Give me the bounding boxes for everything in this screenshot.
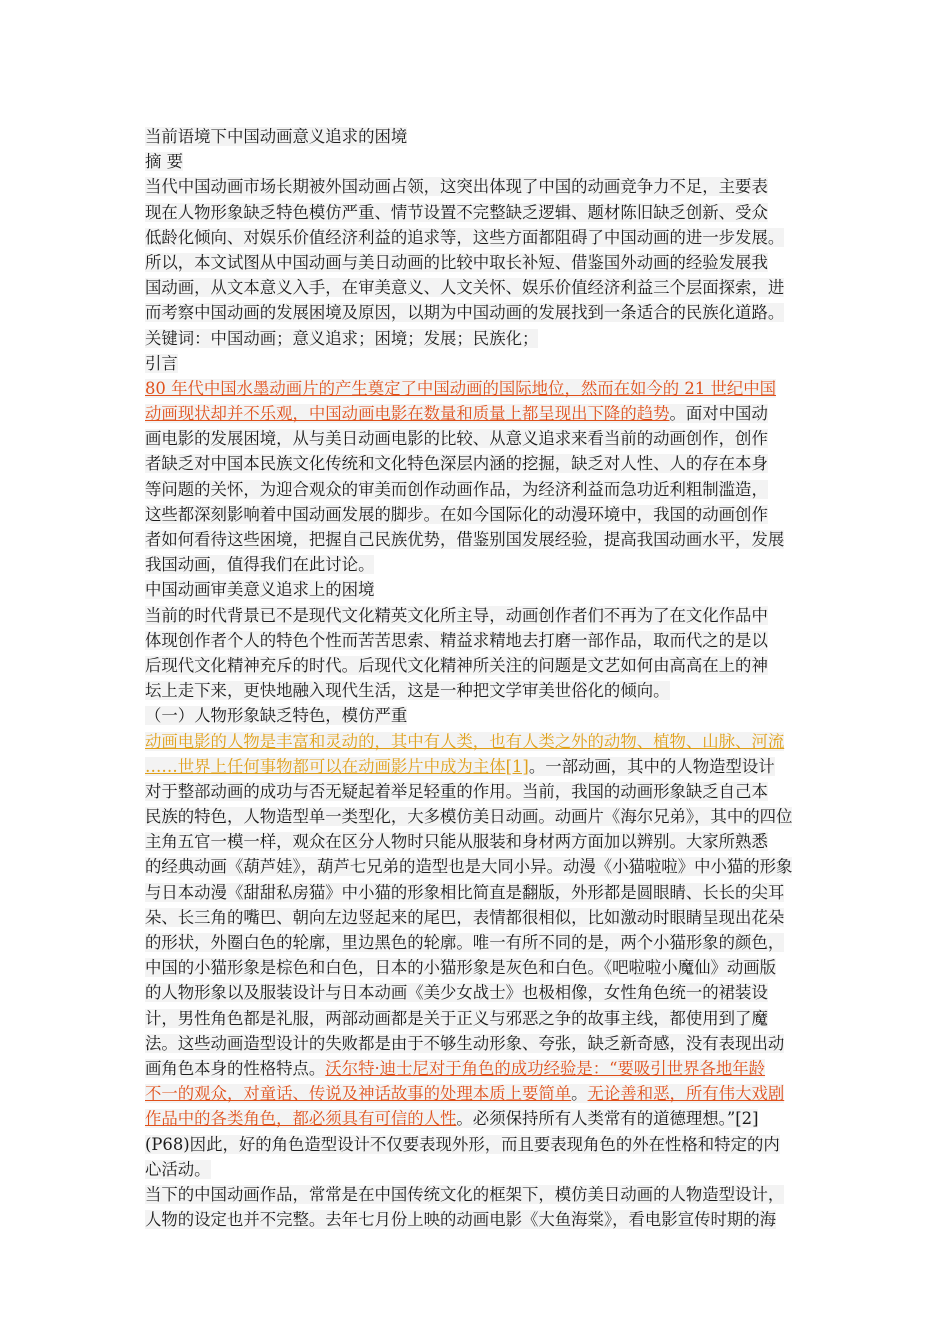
text-line <box>145 275 820 300</box>
text-line-content <box>145 631 768 650</box>
text-line-content <box>145 732 784 751</box>
text-segment: 的经典动画《葫芦娃》，葫芦七兄弟的造型也是大同小异。动漫《小猫啦啦》中小猫的形象 <box>145 857 793 877</box>
text-line <box>145 225 820 250</box>
text-line <box>145 1056 820 1081</box>
text-line <box>145 980 820 1005</box>
text-line-content <box>145 228 784 247</box>
text-line <box>145 1207 820 1232</box>
text-line-content <box>145 706 407 725</box>
text-line <box>145 200 820 225</box>
text-line-content <box>145 681 670 700</box>
text-segment: 计，男性角色都是礼服，两部动画都是关于正义与邪恶之争的故事主线，都使用到了魔 <box>145 1008 768 1028</box>
text-segment: 人物的设定也并不完整。去年七月份上映的动画电影《大鱼海棠》，看电影宣传时期的海 <box>145 1210 777 1230</box>
text-line <box>145 754 820 779</box>
text-segment: 中国的小猫形象是棕色和白色，日本的小猫形象是灰色和白色。《吧啦啦小魔仙》动画版 <box>145 958 777 978</box>
highlighted-text: 动画现状却并不乐观，中国动画电影在数量和质量上都呈现出下降的趋势 <box>145 404 670 424</box>
text-line <box>145 703 820 728</box>
text-line <box>145 653 820 678</box>
text-line <box>145 603 820 628</box>
text-line-content <box>145 1160 211 1179</box>
text-line <box>145 1006 820 1031</box>
text-segment: 。 <box>571 1084 588 1104</box>
text-line <box>145 351 820 376</box>
text-line <box>145 829 820 854</box>
text-line <box>145 1157 820 1182</box>
text-line <box>145 1081 820 1106</box>
text-segment: 中国动画审美意义追求上的困境 <box>145 580 375 600</box>
text-line-content <box>145 1084 784 1103</box>
text-line-content <box>145 404 768 423</box>
text-line-content <box>145 454 768 473</box>
text-segment: 我国动画，值得我们在此讨论。 <box>145 555 375 575</box>
text-line <box>145 729 820 754</box>
text-line <box>145 1031 820 1056</box>
text-line-content <box>145 883 784 902</box>
text-line-content <box>145 177 768 196</box>
text-segment: 现在人物形象缺乏特色模仿严重、情节设置不完整缺乏逻辑、题材陈旧缺乏创新、受众 <box>145 202 768 222</box>
text-segment: 。面对中国动 <box>669 404 768 424</box>
text-line <box>145 678 820 703</box>
highlighted-text: 无论善和恶，所有伟大戏剧 <box>587 1084 785 1104</box>
text-line-content <box>145 505 768 524</box>
text-segment: 的人物形象以及服装设计与日本动画《美少女战士》也极相像，女性角色统一的裙装设 <box>145 983 768 1003</box>
text-line-content <box>145 480 768 499</box>
text-line-content <box>145 757 775 776</box>
text-line <box>145 174 820 199</box>
text-segment: 当代中国动画市场长期被外国动画占领，这突出体现了中国的动画竞争力不足，主要表 <box>145 177 768 197</box>
text-segment: 等问题的关怀，为迎合观众的审美而创作动画作品，为经济利益而急功近利粗制滥造， <box>145 479 768 499</box>
text-line-content <box>145 1109 758 1128</box>
text-line <box>145 955 820 980</box>
text-line <box>145 326 820 351</box>
text-segment: 当前语境下中国动画意义追求的困境 <box>145 127 408 146</box>
text-line-content <box>145 807 792 826</box>
text-line <box>145 779 820 804</box>
highlighted-text: ……世界上任何事物都可以在动画影片中成为主体[1] <box>145 756 529 776</box>
text-line-content <box>145 152 183 171</box>
text-segment: 画电影的发展困境，从与美日动画电影的比较、从意义追求来看当前的动画创作，创作 <box>145 429 768 449</box>
text-line <box>145 1132 820 1157</box>
text-line-content <box>145 1135 780 1154</box>
text-segment: 坛上走下来，更快地融入现代生活，这是一种把文学审美世俗化的倾向。 <box>145 681 670 701</box>
text-segment: 当前的时代背景已不是现代文化精英文化所主导，动画创作者们不再为了在文化作品中 <box>145 605 768 625</box>
text-line <box>145 426 820 451</box>
text-line-content <box>145 253 768 272</box>
text-segment: 民族的特色，人物造型单一类型化，大多模仿美日动画。动画片《海尔兄弟》，其中的四位 <box>145 807 793 827</box>
text-line-content <box>145 555 374 574</box>
highlighted-text: 不一的观众，对童话、传说及神话故事的处理本质上要简单 <box>145 1084 572 1104</box>
document-body <box>145 124 820 1232</box>
text-segment: 者如何看待这些困境，把握自己民族优势，借鉴别国发展经验，提高我国动画水平，发展 <box>145 530 785 549</box>
text-segment: 。必须保持所有人类常有的道德理想。”[2] <box>456 1109 759 1129</box>
text-segment: 主角五官一模一样，观众在区分人物时只能从服装和身材两方面加以辨别。大家所熟悉 <box>145 832 768 852</box>
text-line-content <box>145 127 407 146</box>
text-segment: 心活动。 <box>145 1159 211 1179</box>
text-line-content <box>145 782 768 801</box>
text-line-content <box>145 278 784 297</box>
text-segment: 后现代文化精神充斥的时代。后现代文化精神所关注的问题是文艺如何由高高在上的神 <box>145 655 768 675</box>
highlighted-text: 作品中的各类角色，都必须具有可信的人性 <box>145 1109 457 1129</box>
text-line-content <box>145 203 768 222</box>
text-line <box>145 502 820 527</box>
text-segment: 摘 要 <box>145 152 183 172</box>
text-line-content <box>145 429 768 448</box>
text-segment: 者缺乏对中国本民族文化传统和文化特色深层内涵的挖掘，缺乏对人性、人的存在本身 <box>145 454 768 474</box>
text-segment: 所以，本文试图从中国动画与美日动画的比较中取长补短、借鉴国外动画的经验发展我 <box>145 252 768 272</box>
text-line <box>145 1182 820 1207</box>
text-line-content <box>145 303 784 322</box>
text-line <box>145 804 820 829</box>
text-segment: 对于整部动画的成功与否无疑起着举足轻重的作用。当前，我国的动画形象缺乏自己本 <box>145 781 768 801</box>
text-segment: 国动画，从文本意义入手，在审美意义、人文关怀、娱乐价值经济利益三个层面探索，进 <box>145 278 785 298</box>
text-line-content <box>145 908 784 927</box>
text-line <box>145 628 820 653</box>
text-segment: 的形状，外圈白色的轮廓，里边黑色的轮廓。唯一有所不同的是，两个小猫形象的颜色， <box>145 933 785 952</box>
text-line <box>145 880 820 905</box>
text-line-content <box>145 832 768 851</box>
highlighted-text: 80 年代中国水墨动画片的产生奠定了中国动画的国际地位，然而在如今的 21 世纪中国 <box>145 378 777 398</box>
text-line <box>145 577 820 602</box>
text-line-content <box>145 1059 765 1078</box>
text-line <box>145 1106 820 1131</box>
text-line-content <box>145 1034 784 1053</box>
highlighted-text: 动画电影的人物是丰富和灵动的，其中有人类，也有人类之外的动物、植物、山脉、河流 <box>145 731 785 751</box>
highlighted-text: 沃尔特·迪士尼对于角色的成功经验是：“要吸引世界各地年龄 <box>325 1058 766 1078</box>
text-segment: 这些都深刻影响着中国动画发展的脚步。在如今国际化的动漫环境中，我国的动画创作 <box>145 504 768 524</box>
text-line <box>145 250 820 275</box>
text-segment: 当下的中国动画作品，常常是在中国传统文化的框架下，模仿美日动画的人物造型设计， <box>145 1184 785 1204</box>
text-line-content <box>145 354 178 373</box>
text-line <box>145 124 820 149</box>
text-line <box>145 149 820 174</box>
text-line-content <box>145 933 784 952</box>
text-line-content <box>145 857 792 876</box>
text-line-content <box>145 1210 776 1229</box>
text-line <box>145 401 820 426</box>
text-segment: 体现创作者个人的特色个性而苦苦思索、精益求精地去打磨一部作品，取而代之的是以 <box>145 630 768 650</box>
text-line <box>145 854 820 879</box>
text-line-content <box>145 379 776 398</box>
text-segment: 而考察中国动画的发展困境及原因，以期为中国动画的发展找到一条适合的民族化道路。 <box>145 303 785 323</box>
text-segment: 。一部动画，其中的人物造型设计 <box>528 756 775 776</box>
text-segment: 关键词：中国动画；意义追求；困境；发展；民族化； <box>145 328 539 348</box>
text-line-content <box>145 530 784 549</box>
text-line <box>145 930 820 955</box>
text-line <box>145 451 820 476</box>
text-segment: 画角色本身的性格特点。 <box>145 1058 326 1078</box>
text-line-content <box>145 656 768 675</box>
text-line-content <box>145 329 538 348</box>
text-line <box>145 376 820 401</box>
text-line <box>145 300 820 325</box>
text-line-content <box>145 958 776 977</box>
text-segment: 低龄化倾向、对娱乐价值经济利益的追求等，这些方面都阻碍了中国动画的进一步发展。 <box>145 227 785 247</box>
text-segment: 引言 <box>145 353 178 373</box>
text-segment: （一）人物形象缺乏特色，模仿严重 <box>145 706 408 726</box>
text-segment: 法。这些动画造型设计的失败都是由于不够生动形象、夸张，缺乏新奇感，没有表现出动 <box>145 1033 785 1053</box>
text-line <box>145 527 820 552</box>
text-line-content <box>145 1185 784 1204</box>
text-line-content <box>145 1009 768 1028</box>
text-segment: 朵、长三角的嘴巴、朝向左边竖起来的尾巴，表情都很相似，比如激动时眼睛呈现出花朵 <box>145 907 785 927</box>
text-line <box>145 477 820 502</box>
text-segment: (P68)因此，好的角色造型设计不仅要表现外形，而且要表现角色的外在性格和特定的内 <box>145 1134 780 1154</box>
text-line <box>145 552 820 577</box>
text-line-content <box>145 580 374 599</box>
text-segment: 与日本动漫《甜甜私房猫》中小猫的形象相比简直是翻版，外形都是圆眼睛、长长的尖耳 <box>145 882 785 902</box>
text-line-content <box>145 983 768 1002</box>
text-line-content <box>145 606 768 625</box>
text-line <box>145 905 820 930</box>
